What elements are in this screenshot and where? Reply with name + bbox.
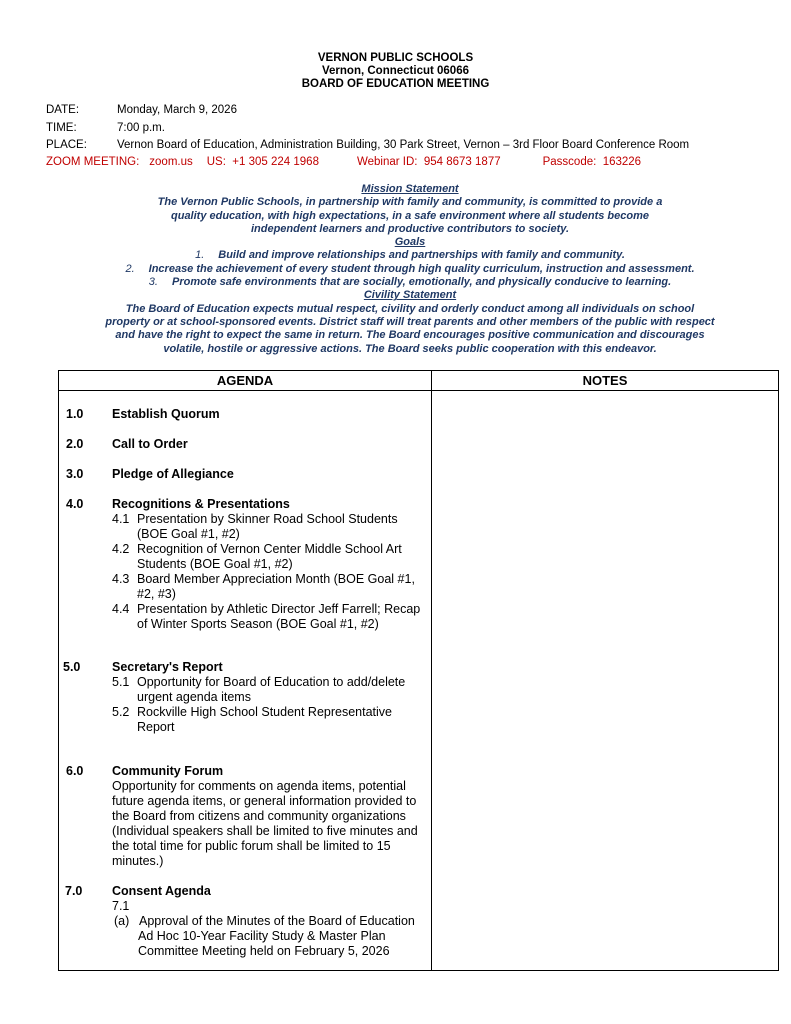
item-title: Community Forum [112, 764, 224, 778]
agenda-item [59, 660, 431, 735]
mission-line: independent learners and productive contributors to society. [250, 222, 570, 235]
sub-number: 4.4 [112, 602, 130, 616]
goal-item [60, 249, 760, 262]
sub-number: 5.2 [112, 705, 130, 719]
item-title: Recognitions & Presentations [112, 497, 290, 511]
goal-item [60, 276, 760, 289]
item-title: Establish Quorum [112, 407, 220, 421]
goal-number: 2. [125, 262, 135, 275]
item-description: Opportunity for comments on agenda items, potential future agenda items, or general information provided to the Board from citizens and community organizations (Individual speakers shall be limited to five minutes and the total time for public forum shall be limited to 15 minutes.) [112, 779, 418, 868]
place-value: Vernon Board of Education, Administration Building, 30 Park Street, Vernon – 3rd Floor Board Conference Room [117, 139, 690, 151]
sub-item [112, 572, 422, 602]
sub-text: Rockville High School Student Representative Report [137, 705, 392, 734]
mission-line: quality education, with high expectations, in a safe environment where all students become [171, 209, 649, 222]
sub-item [112, 542, 422, 572]
sub-number: 4.2 [112, 542, 130, 556]
sub-text: Recognition of Vernon Center Middle School Art Students (BOE Goal #1, #2) [137, 542, 402, 571]
goals-heading: Goals [394, 236, 426, 249]
district-name: VERNON PUBLIC SCHOOLS [317, 52, 474, 64]
column-divider [431, 371, 432, 970]
agenda-item [59, 407, 431, 422]
sub-item [112, 675, 422, 705]
sub-number: 5.1 [112, 675, 130, 689]
district-location: Vernon, Connecticut 06066 [322, 65, 469, 77]
agenda-list [59, 407, 431, 974]
item-title: Call to Order [112, 437, 188, 451]
item-number: 6.0 [66, 764, 84, 778]
civility-line: and have the right to expect the same in return. The Board encourages positive communication and discourages [115, 329, 705, 342]
sub-number: 4.3 [112, 572, 130, 586]
zoom-passcode: Passcode: 163226 [542, 156, 642, 168]
item-number: 3.0 [66, 467, 84, 481]
agenda-column-header: AGENDA [216, 373, 274, 388]
goal-text: Build and improve relationships and partnerships with family and community. [218, 249, 625, 262]
place-label: PLACE: [46, 139, 87, 151]
mission-line: The Vernon Public Schools, in partnership with family and community, is committed to provide a [157, 196, 663, 209]
time-value: 7:00 p.m. [117, 122, 165, 134]
sub-number: (a) [114, 914, 130, 928]
civility-heading: Civility Statement [363, 289, 457, 302]
item-number: 1.0 [66, 407, 84, 421]
item-title: Pledge of Allegiance [112, 467, 234, 481]
agenda-item [59, 437, 431, 452]
civility-line: volatile, hostile or aggressive actions. The Board seeks public cooperation with this endeavor. [163, 342, 657, 355]
notes-column-header: NOTES [582, 373, 628, 388]
civility-line: property or at school-sponsored events. District staff will treat parents and other members of the public with respect [105, 315, 715, 328]
zoom-phone: US: +1 305 224 1968 [206, 156, 319, 168]
sub-number: 4.1 [112, 512, 130, 526]
item-number: 5.0 [63, 660, 81, 674]
civility-line: The Board of Education expects mutual respect, civility and orderly conduct among all individuals on school [125, 302, 695, 315]
agenda-item [59, 467, 431, 482]
agenda-item [59, 884, 431, 959]
goal-number: 1. [195, 249, 205, 262]
goal-text: Promote safe environments that are socially, emotionally, and physically conducive to learning. [171, 276, 672, 289]
date-value: Monday, March 9, 2026 [117, 104, 237, 116]
document-header [0, 52, 791, 91]
sub-label: 7.1 [112, 899, 130, 913]
time-row [46, 122, 165, 134]
meeting-title: BOARD OF EDUCATION MEETING [301, 78, 490, 90]
goal-item [60, 263, 760, 276]
zoom-label: ZOOM MEETING: [46, 156, 140, 168]
item-title: Secretary's Report [112, 660, 223, 674]
sub-text: Opportunity for Board of Education to add/delete urgent agenda items [137, 675, 406, 704]
item-number: 2.0 [66, 437, 84, 451]
sub-text: Board Member Appreciation Month (BOE Goal #1, #2, #3) [137, 572, 415, 601]
sub-item [112, 914, 428, 959]
agenda-item [59, 497, 431, 632]
agenda-table [58, 370, 779, 971]
place-row [46, 139, 689, 151]
agenda-item [59, 764, 431, 869]
item-number: 7.0 [65, 884, 83, 898]
sub-text: Approval of the Minutes of the Board of Education Ad Hoc 10-Year Facility Study & Master Plan Committee Meeting held on February 5, 2026 [138, 914, 415, 958]
date-row [46, 104, 237, 116]
item-number: 4.0 [66, 497, 84, 511]
mission-heading: Mission Statement [361, 183, 459, 195]
goal-text: Increase the achievement of every student through high quality curriculum, instruction and assessment. [148, 262, 695, 275]
sub-item [112, 705, 422, 735]
item-title: Consent Agenda [112, 884, 211, 898]
zoom-webinar-id: Webinar ID: 954 8673 1877 [356, 156, 501, 168]
zoom-site[interactable]: zoom.us [149, 156, 193, 168]
sub-text: Presentation by Skinner Road School Students (BOE Goal #1, #2) [137, 512, 398, 541]
goal-number: 3. [148, 276, 158, 289]
sub-item [112, 602, 422, 632]
mission-block [60, 183, 760, 356]
zoom-info [46, 156, 641, 168]
sub-item [112, 512, 422, 542]
sub-text: Presentation by Athletic Director Jeff Farrell; Recap of Winter Sports Season (BOE Goal #1, #2) [137, 602, 421, 631]
header-divider [59, 390, 778, 391]
time-label: TIME: [46, 122, 77, 134]
date-label: DATE: [46, 104, 80, 116]
